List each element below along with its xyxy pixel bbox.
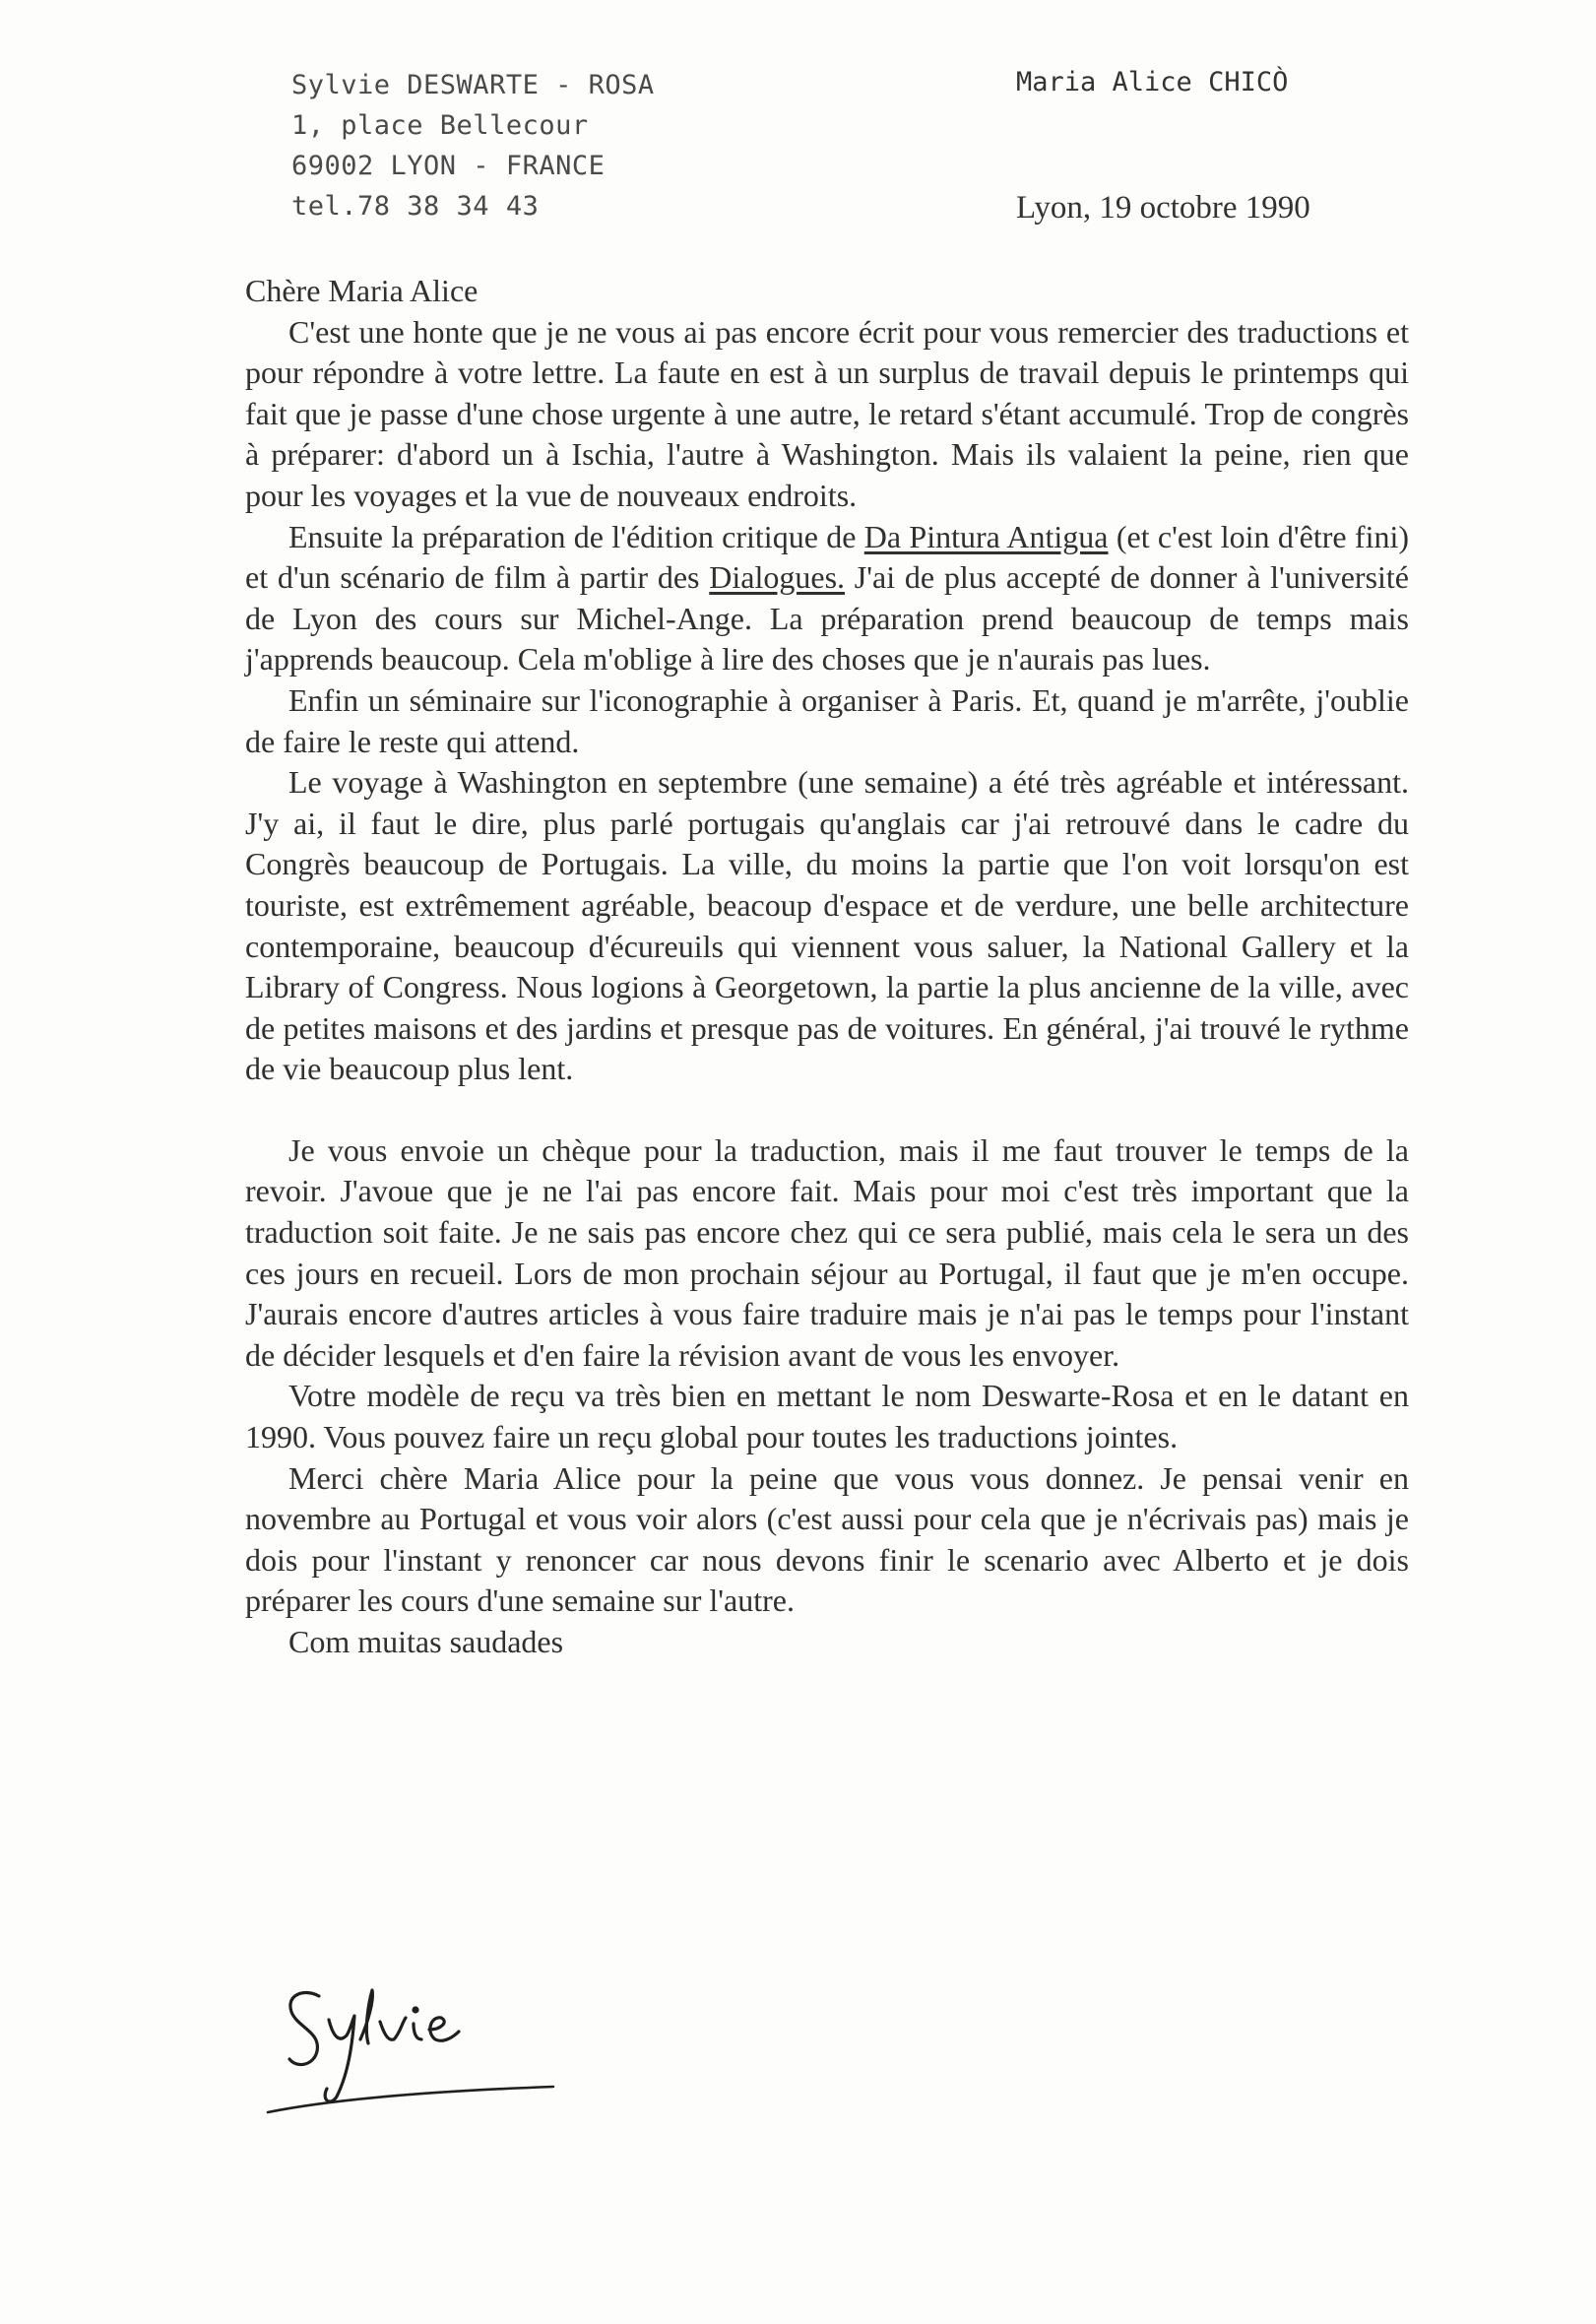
paragraph-2 bbox=[245, 517, 1409, 680]
paragraph-2-text-b: (et c'est loin d'être fini) et d'un scénario de film à partir des bbox=[245, 518, 1410, 596]
sender-name: Sylvie DESWARTE - ROSA bbox=[291, 70, 655, 100]
paragraph-7: Merci chère Maria Alice pour la peine que vous vous donnez. Je pensai venir en novembre au Portugal et vous voir alors (c'est aussi pour cela que je n'écrivais pas) mais je dois pour l'instant y renoncer car nous devons finir le scenario avec Alberto et je dois préparer les cours d'une semaine sur l'autre. bbox=[245, 1459, 1409, 1619]
book-title-da-pintura-antigua: Da Pintura Antigua bbox=[863, 518, 1109, 554]
paragraph-6: Votre modèle de reçu va très bien en mettant le nom Deswarte-Rosa et en le datant en 1990. Vous pouvez faire un reçu global pour toutes les traductions jointes. bbox=[245, 1378, 1409, 1455]
handwritten-signature bbox=[258, 1974, 573, 2122]
paragraph-3: Enfin un séminaire sur l'iconographie à organiser à Paris. Et, quand je m'arrête, j'oublie de faire le reste qui attend. bbox=[245, 681, 1409, 759]
sender-city: 69002 LYON - FRANCE bbox=[291, 151, 606, 181]
paragraph-5: Je vous envoie un chèque pour la traduction, mais il me faut trouver le temps de la revoir. J'avoue que je ne l'ai pas encore fait. Mais pour moi c'est très important que la traduction soit faite. Je ne sais pas encore chez qui ce sera publié, mais cela le sera un des ces jours en recueil. Lors de mon prochain séjour au Portugal, il faut que je m'en occupe. J'aurais encore d'autres articles à vous faire traduire mais je n'ai pas le temps pour l'instant de décider lesquels et d'en faire la révision avant de vous les envoyer. bbox=[245, 1131, 1409, 1373]
paragraph-2-text-c: J'ai de plus accepté de donner à l'université de Lyon des cours sur Michel-Ange. La préparation prend beaucoup de temps mais j'apprends beaucoup. Cela m'oblige à lire des choses que je n'aurais pas lues. bbox=[245, 559, 1409, 678]
letter-date: Lyon, 19 octobre 1990 bbox=[1016, 190, 1310, 226]
sender-street: 1, place Bellecour bbox=[291, 110, 589, 141]
salutation: Chère Maria Alice bbox=[245, 273, 479, 308]
paragraph-4: Le voyage à Washington en septembre (une semaine) a été très agréable et intéressant. J'y ai, il faut le dire, plus parlé portugais qu'anglais car j'ai retrouvé dans le cadre du Congrès beaucoup de Portugais. La ville, du moins la partie que l'on voit lorsqu'on est touriste, est extrêmement agréable, beacoup d'espace et de verdure, une belle architecture contemporaine, beaucoup d'écureuils qui viennent vous saluer, la National Gallery et la Library of Congress. Nous logions à Georgetown, la partie la plus ancienne de la ville, avec de petites maisons et des jardins et presque pas de voitures. En général, j'ai trouvé le rythme de vie beaucoup plus lent. bbox=[245, 764, 1409, 1087]
recipient-name: Maria Alice CHICÒ bbox=[1016, 67, 1289, 97]
sender-phone: tel.78 38 34 43 bbox=[291, 191, 540, 222]
paragraph-2-text-a: Ensuite la préparation de l'édition critique de bbox=[288, 518, 864, 554]
paragraph-1: C'est une honte que je ne vous ai pas encore écrit pour vous remercier des traductions et pour répondre à votre lettre. La faute en est à un surplus de travail depuis le printemps qui fait que je passe d'une chose urgente à une autre, le retard s'étant accumulé. Trop de congrès à préparer: d'abord un à Ischia, l'autre à Washington. Mais ils valaient la peine, rien que pour les voyages et la vue de nouveaux endroits. bbox=[245, 313, 1409, 513]
letter-body bbox=[245, 271, 1409, 1663]
book-title-dialogues: Dialogues. bbox=[709, 559, 846, 596]
closing-line: Com muitas saudades bbox=[288, 1624, 564, 1659]
sender-address-block bbox=[291, 65, 655, 226]
